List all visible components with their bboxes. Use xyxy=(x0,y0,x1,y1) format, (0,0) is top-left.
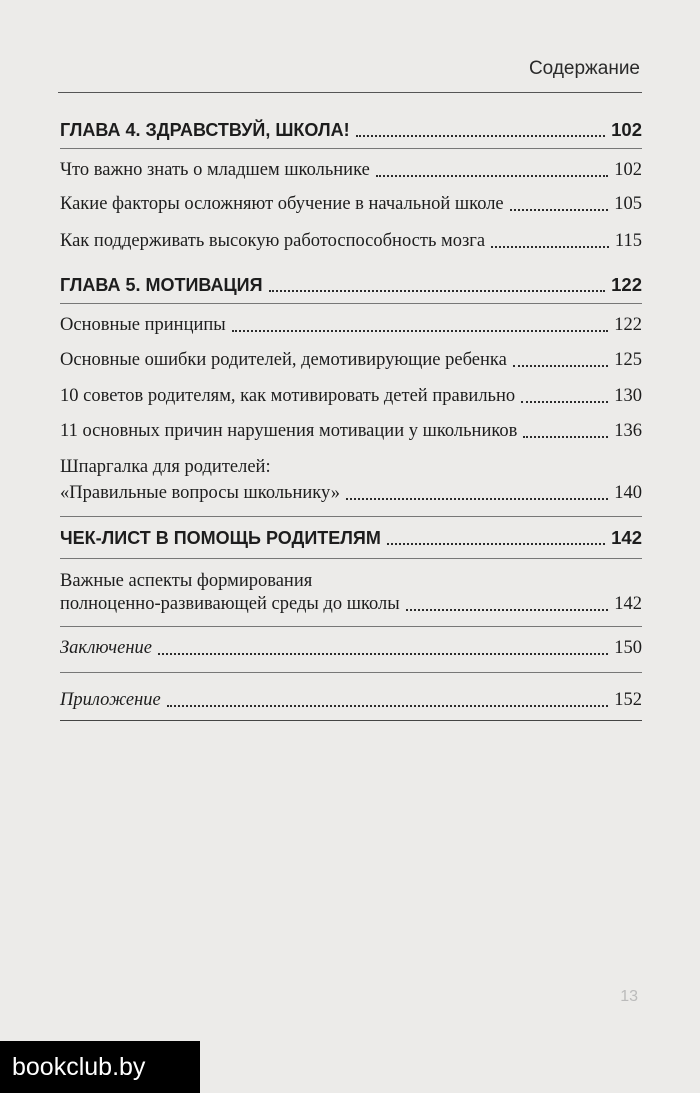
page-number: 13 xyxy=(620,988,638,1005)
toc-entry[interactable]: полноценно-развивающей среды до школы 142 xyxy=(60,594,642,614)
leader-dots xyxy=(269,290,606,292)
leader-dots xyxy=(523,436,608,438)
toc-entry-first-line: Важные аспекты формирования xyxy=(60,571,313,591)
leader-dots xyxy=(167,705,608,707)
chapter-separator xyxy=(60,148,642,149)
leader-dots xyxy=(387,543,605,545)
leader-dots xyxy=(376,175,608,177)
section-separator xyxy=(60,626,642,627)
header-rule xyxy=(58,92,642,93)
toc-chapter-4[interactable]: ГЛАВА 4. ЗДРАВСТВУЙ, ШКОЛА! 102 xyxy=(60,119,642,140)
leader-dots xyxy=(346,498,608,500)
leader-dots xyxy=(491,246,609,248)
section-separator xyxy=(60,672,642,673)
toc-entry[interactable]: «Правильные вопросы школьнику» 140 xyxy=(60,483,642,503)
page-header-title: Содержание xyxy=(528,58,640,79)
toc-entry[interactable]: Какие факторы осложняют обучение в начальной школе 105 xyxy=(60,194,642,214)
chapter-separator xyxy=(60,558,642,559)
toc-checklist[interactable]: ЧЕК-ЛИСТ В ПОМОЩЬ РОДИТЕЛЯМ 142 xyxy=(60,527,642,548)
toc-entry[interactable]: 10 советов родителям, как мотивировать детей правильно 130 xyxy=(60,386,642,406)
leader-dots xyxy=(232,330,609,332)
toc-entry-first-line: Шпаргалка для родителей: xyxy=(60,457,271,477)
toc-chapter-5[interactable]: ГЛАВА 5. МОТИВАЦИЯ 122 xyxy=(60,274,642,295)
toc-entry[interactable]: Что важно знать о младшем школьнике 102 xyxy=(60,160,642,180)
leader-dots xyxy=(158,653,608,655)
leader-dots xyxy=(513,365,608,367)
leader-dots xyxy=(510,209,609,211)
watermark-logo: bookclub.by xyxy=(0,1041,200,1093)
leader-dots xyxy=(406,609,609,611)
leader-dots xyxy=(521,401,608,403)
section-separator xyxy=(60,516,642,517)
section-separator xyxy=(60,720,642,721)
toc-appendix[interactable]: Приложение 152 xyxy=(60,690,642,710)
toc-entry[interactable]: Как поддерживать высокую работоспособность мозга 115 xyxy=(60,231,642,251)
toc-entry[interactable]: Основные принципы 122 xyxy=(60,315,642,335)
toc-entry[interactable]: Основные ошибки родителей, демотивирующие ребенка 125 xyxy=(60,350,642,370)
toc-entry[interactable]: 11 основных причин нарушения мотивации у школьников 136 xyxy=(60,421,642,441)
chapter-separator xyxy=(60,303,642,304)
toc-conclusion[interactable]: Заключение 150 xyxy=(60,638,642,658)
leader-dots xyxy=(356,135,606,137)
